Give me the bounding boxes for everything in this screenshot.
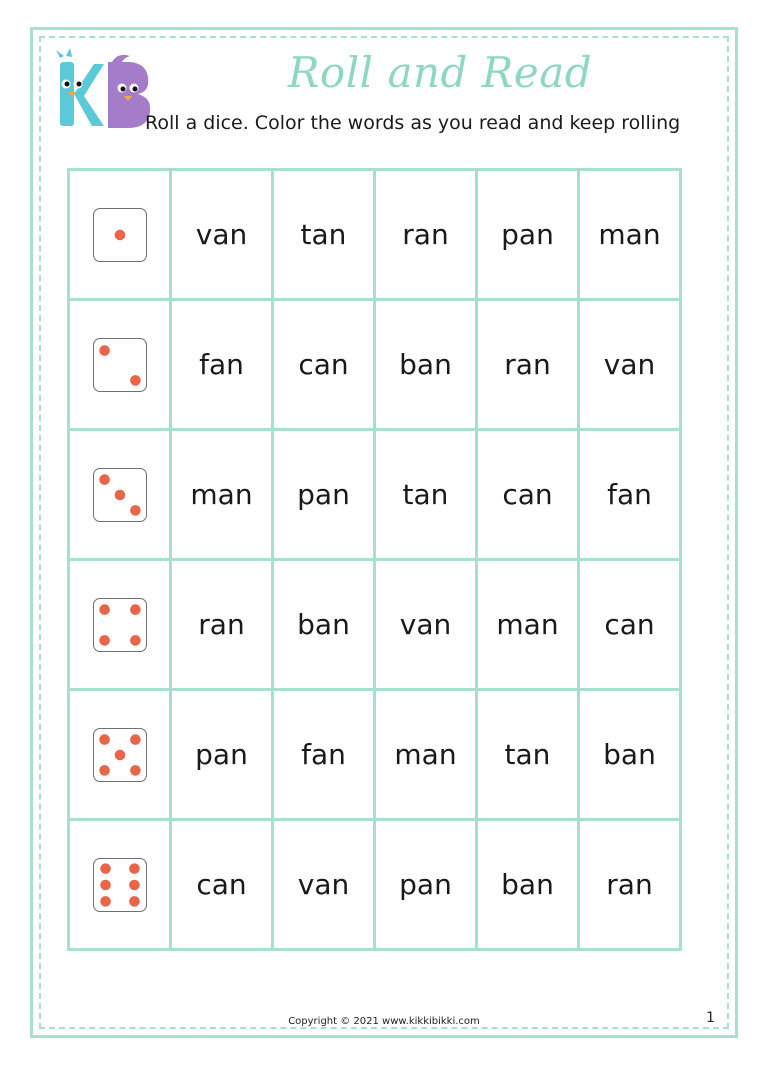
copyright-footer: Copyright © 2021 www.kikkibikki.com bbox=[288, 1016, 480, 1027]
word-cell[interactable]: pan bbox=[477, 170, 579, 300]
grid-row bbox=[69, 300, 681, 430]
dice-pip bbox=[99, 635, 110, 646]
word-cell[interactable]: tan bbox=[273, 170, 375, 300]
word-cell[interactable]: ran bbox=[477, 300, 579, 430]
dice-pip bbox=[130, 505, 141, 516]
dice-cell bbox=[69, 430, 171, 560]
dice-pip bbox=[114, 489, 125, 500]
word-cell[interactable]: tan bbox=[477, 690, 579, 820]
word-cell[interactable]: pan bbox=[273, 430, 375, 560]
word-cell[interactable]: ban bbox=[477, 820, 579, 950]
grid-row bbox=[69, 170, 681, 300]
instructions-text: Roll a dice. Color the words as you read and keep rolling bbox=[145, 112, 681, 134]
word-cell[interactable]: can bbox=[171, 820, 273, 950]
dice-pip bbox=[100, 896, 111, 907]
word-cell[interactable]: ban bbox=[375, 300, 477, 430]
word-cell[interactable]: van bbox=[579, 300, 681, 430]
kb-logo bbox=[52, 48, 154, 132]
word-cell[interactable]: ban bbox=[579, 690, 681, 820]
dice-pip bbox=[99, 474, 110, 485]
dice-pip bbox=[130, 375, 141, 386]
word-cell[interactable]: van bbox=[171, 170, 273, 300]
grid-row bbox=[69, 560, 681, 690]
word-cell[interactable]: can bbox=[273, 300, 375, 430]
word-grid bbox=[67, 168, 682, 951]
grid-row bbox=[69, 430, 681, 560]
dice-pip bbox=[99, 734, 110, 745]
word-cell[interactable]: ban bbox=[273, 560, 375, 690]
word-cell[interactable]: ran bbox=[171, 560, 273, 690]
dice-2-icon bbox=[93, 338, 147, 392]
dice-cell bbox=[69, 820, 171, 950]
dice-pip bbox=[99, 345, 110, 356]
dice-1-icon bbox=[93, 208, 147, 262]
dice-pip bbox=[130, 734, 141, 745]
word-cell[interactable]: fan bbox=[579, 430, 681, 560]
dice-cell bbox=[69, 170, 171, 300]
dice-pip bbox=[99, 604, 110, 615]
word-cell[interactable]: fan bbox=[273, 690, 375, 820]
dice-pip bbox=[130, 635, 141, 646]
dice-pip bbox=[114, 229, 125, 240]
grid-row bbox=[69, 820, 681, 950]
dice-cell bbox=[69, 300, 171, 430]
dice-pip bbox=[130, 604, 141, 615]
page-number: 1 bbox=[706, 1010, 715, 1026]
word-cell[interactable]: pan bbox=[171, 690, 273, 820]
word-cell[interactable]: pan bbox=[375, 820, 477, 950]
word-cell[interactable]: man bbox=[375, 690, 477, 820]
word-cell[interactable]: van bbox=[273, 820, 375, 950]
grid-row bbox=[69, 690, 681, 820]
word-cell[interactable]: ran bbox=[375, 170, 477, 300]
dice-pip bbox=[129, 879, 140, 890]
dice-pip bbox=[114, 749, 125, 760]
dice-6-icon bbox=[93, 858, 147, 912]
dice-pip bbox=[129, 863, 140, 874]
dice-cell bbox=[69, 560, 171, 690]
worksheet-title: Roll and Read bbox=[287, 48, 593, 97]
dice-pip bbox=[129, 896, 140, 907]
dice-5-icon bbox=[93, 728, 147, 782]
word-cell[interactable]: van bbox=[375, 560, 477, 690]
dice-4-icon bbox=[93, 598, 147, 652]
word-cell[interactable]: ran bbox=[579, 820, 681, 950]
word-cell[interactable]: tan bbox=[375, 430, 477, 560]
word-cell[interactable]: fan bbox=[171, 300, 273, 430]
dice-cell bbox=[69, 690, 171, 820]
word-cell[interactable]: can bbox=[579, 560, 681, 690]
word-cell[interactable]: man bbox=[579, 170, 681, 300]
dice-pip bbox=[100, 863, 111, 874]
word-cell[interactable]: man bbox=[477, 560, 579, 690]
dice-pip bbox=[130, 765, 141, 776]
dice-3-icon bbox=[93, 468, 147, 522]
dice-pip bbox=[100, 879, 111, 890]
word-cell[interactable]: can bbox=[477, 430, 579, 560]
word-cell[interactable]: man bbox=[171, 430, 273, 560]
dice-pip bbox=[99, 765, 110, 776]
